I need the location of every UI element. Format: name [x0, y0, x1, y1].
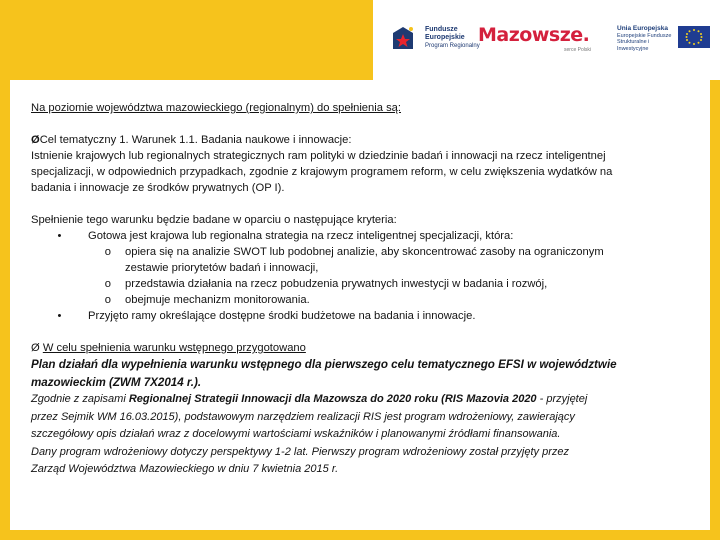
sub-bullet-icon: o	[104, 294, 111, 306]
bullet-icon: •	[57, 230, 62, 242]
fe-line1: Fundusze	[425, 26, 458, 33]
sub-criterion-2	[31, 276, 701, 292]
body-line-5: Zarząd Województwa Mazowieckiego w dniu 7 kwietnia 2015 r.	[31, 463, 339, 475]
mazowsze-wordmark: Mazowsze.	[478, 24, 590, 46]
section-heading: Na poziomie województwa mazowieckiego (regionalnym) do spełnienia są:	[31, 102, 401, 114]
sub-criterion-3	[31, 292, 701, 308]
sub-bullet-icon: o	[104, 278, 111, 290]
criteria-intro: Spełnienie tego warunku będzie badane w oparciu o następujące kryteria:	[31, 214, 397, 226]
goal-text: Cel tematyczny 1. Warunek 1.1. Badania naukowe i innowacje:	[39, 134, 352, 146]
slide-body	[10, 80, 710, 530]
eu-flag-icon	[678, 26, 710, 48]
body-line-1: Zgodnie z zapisami Regionalnej Strategii Innowacji dla Mazowsza do 2020 roku (RIS Mazovia 2020 - przyjętej	[31, 393, 588, 405]
slide-content	[31, 100, 701, 479]
bullet-text: Gotowa jest krajowa lub regionalna strategia na rzecz inteligentnej specjalizacji, która:	[88, 230, 514, 242]
preparation-line	[31, 340, 701, 356]
arrow-bullet-icon: Ø	[31, 342, 40, 354]
bullet-icon: •	[57, 310, 62, 322]
plan-title-line-2: mazowieckim (ZWM 7X2014 r.).	[31, 375, 202, 389]
plan-title-line-1: Plan działań dla wypełnienia warunku wstępnego dla pierwszego celu tematycznego EFSI w województwie	[31, 358, 617, 371]
eu-title: Unia Europejska	[617, 25, 668, 32]
fe-star-icon	[389, 23, 419, 53]
sub-criterion-text: opiera się na analizie SWOT lub podobnej analizie, aby skoncentrować zasoby na ograniczonym	[125, 246, 604, 258]
body-line-2: przez Sejmik WM 16.03.2015), podstawowym narzędziem realizacji RIS jest program wdrożeniowy, zawierający	[31, 410, 575, 423]
bullet-text: Przyjęto ramy określające dostępne środki budżetowe na badania i innowacje.	[88, 310, 476, 322]
mazowsze-tagline: serce Polski	[564, 47, 591, 53]
fe-line3: Program Regionalny	[425, 43, 480, 49]
eu-logo	[617, 26, 710, 52]
eu-line1: Europejskie Fundusze	[617, 32, 672, 39]
sub-criterion-1	[31, 244, 701, 276]
fe-line2: Europejskie	[425, 34, 465, 41]
arrow-bullet-icon: Ø	[31, 134, 40, 146]
mazowsze-logo	[478, 24, 591, 53]
eu-line2: Strukturalne i Inwestycyjne	[617, 39, 650, 52]
criteria-bullet-2	[31, 308, 701, 324]
body-line-4: Dany program wdrożeniowy dotyczy perspektywy 1-2 lat. Pierwszy program wdrożeniowy został przyjęty przez	[31, 445, 569, 458]
existence-line-2: specjalizacji, w odpowiednich przypadkach, zgodnie z krajowym programem reform, w celu zwiększenia wydatków na	[31, 166, 613, 178]
sub-criterion-text: obejmuje mechanizm monitorowania.	[125, 294, 310, 306]
criteria-bullet-1	[31, 228, 701, 244]
preparation-link[interactable]: W celu spełnienia warunku wstępnego przygotowano	[42, 342, 306, 354]
sub-bullet-icon: o	[104, 246, 111, 258]
goal-line	[31, 132, 701, 148]
existence-line-3: badania i innowacje ze środków prywatnych (OP I).	[31, 182, 285, 194]
sub-criterion-continuation: zestawie priorytetów badań i innowacji,	[125, 262, 319, 274]
sub-criterion-text: przedstawia działania na rzecz pobudzenia prywatnych inwestycji w badania i rozwój,	[125, 278, 548, 290]
fundusze-europejskie-logo	[389, 20, 480, 56]
body-line-3: szczegółowy opis działań wraz z docelowymi wartościami wskaźników i planowanymi źródłami finansowania.	[31, 428, 561, 440]
existence-line-1: Istnienie krajowych lub regionalnych strategicznych ram polityki w dziedzinie badań i innowacji na rzecz inteligentnej	[31, 150, 606, 162]
